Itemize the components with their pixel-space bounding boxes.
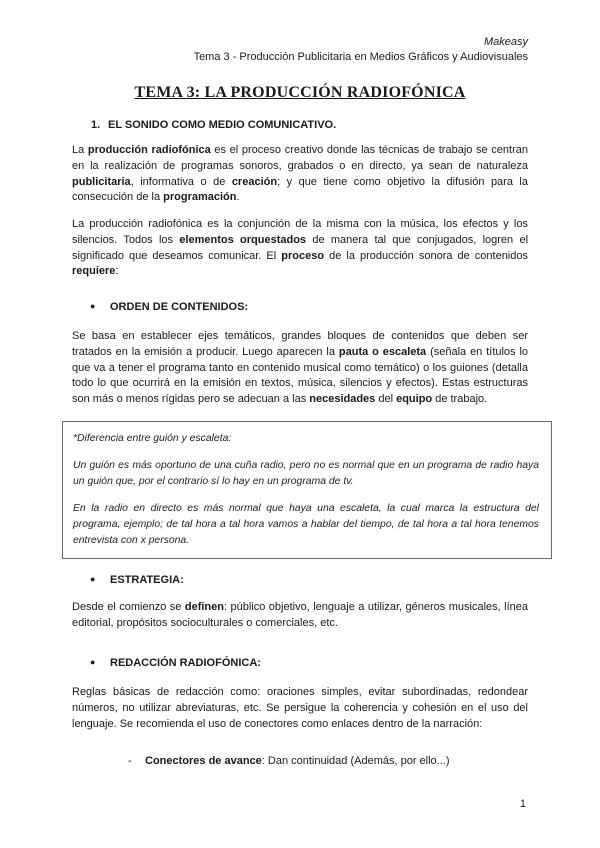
paragraph-redaccion: Reglas básicas de redacción como: oraciones simples, evitar subordinadas, redondear números, no utilizar abreviaturas, etc. Se persigue la coherencia y cohesión en el uso del lenguaje. Se recomienda el uso de conectores como enlaces dentro de la narración: (72, 686, 528, 730)
bullet-icon: ● (90, 301, 96, 311)
note-box (62, 421, 552, 559)
list-item-conectores: - Conectores de avance: Dan continuidad (Además, por ello...) (128, 755, 450, 767)
section-heading-text: EL SONIDO COMO MEDIO COMUNICATIVO. (108, 119, 337, 131)
page-title: TEMA 3: LA PRODUCCIÓN RADIOFÓNICA (134, 84, 466, 101)
note-paragraph-guion: Un guión es más oportuno de una cuña radio, pero no es normal que en un programa de radio haya un guión que, por el contrario sí lo hay en un programa de tv. (73, 460, 539, 487)
section-number: 1. (91, 119, 101, 131)
bullet-icon: ● (90, 657, 96, 667)
paragraph-produccion: La producción radiofónica es el proceso creativo donde las técnicas de trabajo se centran en la realización de programas sonoros, grabados o en directo, ya sean de naturaleza publicitaria, informativa o de creación; y que tiene como objetivo la difusión para la consecución de la programación. (72, 144, 529, 204)
note-paragraph-escaleta: En la radio en directo es más normal que haya una escaleta, la cual marca la estructura del programa, ejemplo; de tal hora a tal hora vamos a hablar del tiempo, de tal hora a tal hora tenemos entrevista con x persona. (73, 503, 539, 546)
paragraph-estrategia: Desde el comienzo se definen: público objetivo, lenguaje a utilizar, géneros musicales, línea editorial, propósitos socioculturales o comerciales, etc. (72, 601, 528, 629)
note-title: *Diferencia entre guión y escaleta: (73, 433, 232, 444)
heading-redaccion: ● REDACCIÓN RADIOFÓNICA: (90, 657, 261, 669)
section-1-heading (91, 119, 336, 131)
heading-estrategia: ● ESTRATEGIA: (90, 574, 184, 586)
header-brand: Makeasy (483, 36, 528, 48)
paragraph-orden: Se basa en establecer ejes temáticos, grandes bloques de contenidos que deben ser tratados en la emisión a producir. Luego aparecen la pauta o escaleta (señala en títulos lo que va a tener el programa tanto en contenido musical como temático) o los guiones (detalla todo lo que ocurrirá en la emisión en textos, música, silencios y efectos). Estas estructuras son más o menos rígidas pero se adecuan a las necesidades del equipo de trabajo. (72, 330, 529, 406)
page-number: 1 (519, 798, 526, 810)
bullet-icon: ● (90, 574, 96, 584)
paragraph-conjuncion: La producción radiofónica es la conjunción de la misma con la música, los efectos y los silencios. Todos los elementos orquestados de manera tal que conjugados, logren el significado que deseamos comunicar. El proceso de la producción sonora de contenidos requiere: (72, 218, 529, 278)
heading-orden-contenidos: ● ORDEN DE CONTENIDOS: (90, 301, 249, 313)
list-dash: - (128, 755, 132, 767)
header-subtitle: Tema 3 - Producción Publicitaria en Medios Gráficos y Audiovisuales (193, 51, 528, 63)
